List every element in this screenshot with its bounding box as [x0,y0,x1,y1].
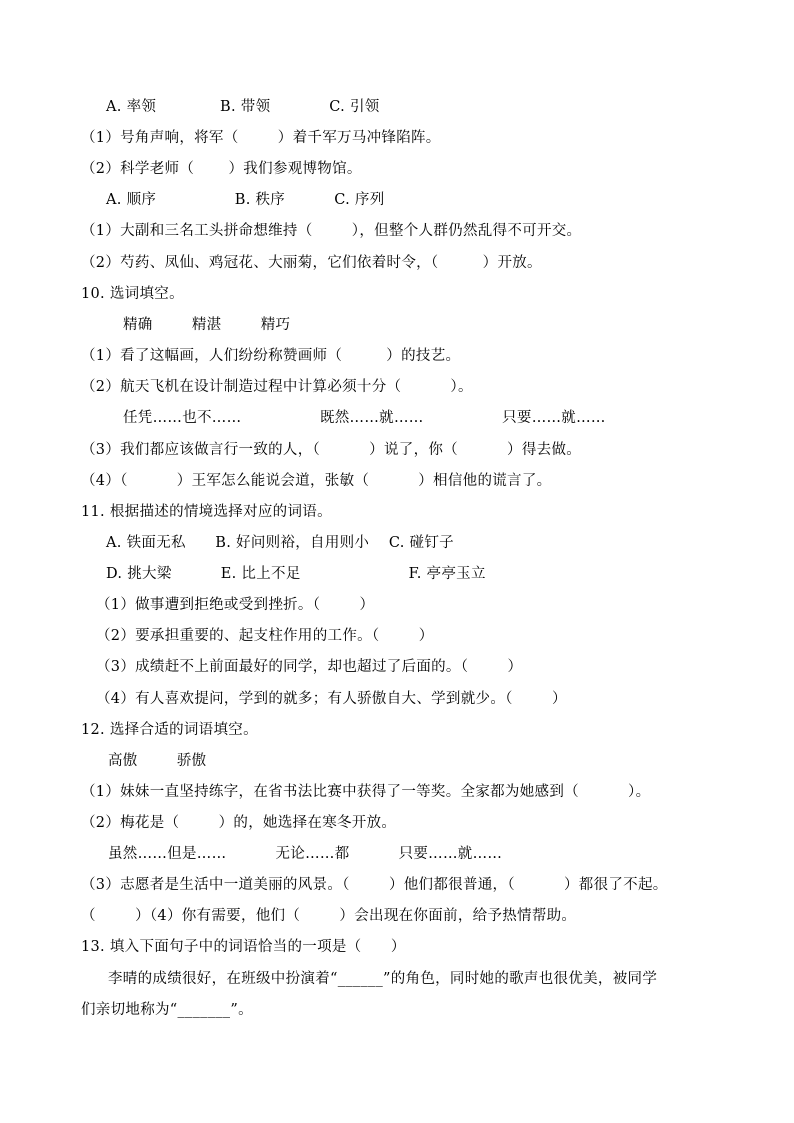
q11-item-4: （4）有人喜欢提问，学到的就多；有人骄傲自大、学到就少。（ ） [96,691,567,707]
q12a-item-1: （1）妹妹一直坚持练字，在省书法比赛中获得了一等奖。全家都为她感到（ ）。 [81,784,651,800]
q13-heading: 13. 填入下面句子中的词语恰当的一项是（ ） [81,939,406,955]
q11-heading: 11. 根据描述的情境选择对应的词语。 [81,504,332,520]
q13-passage-line-1: 李晴的成绩很好，在班级中扮演着“______”的角色，同时她的歌声也很优美，被同学 [108,971,658,987]
q13-passage-line-2: 们亲切地称为“_______”。 [81,1002,253,1018]
q10b-item-4: （4）（ ）王军怎么能说会道，张敏（ ）相信他的谎言了。 [81,473,552,489]
q9a-item-2: （2）科学老师（ ）我们参观博物馆。 [81,161,362,177]
q10b-word-bank: 任凭……也不…… 既然……就…… 只要……就…… [123,410,606,426]
q9b-options: A. 顺序 B. 秩序 C. 序列 [106,192,385,208]
q12-heading: 12. 选择合适的词语填空。 [81,722,258,738]
q12b-word-bank: 虽然……但是…… 无论……都 只要……就…… [108,846,503,862]
q10a-item-1: （1）看了这幅画，人们纷纷称赞画师（ ）的技艺。 [81,348,461,364]
q10a-word-bank: 精确 精湛 精巧 [123,317,291,333]
q11-options-row-2: D. 挑大梁 E. 比上不足 F. 亭亭玉立 [106,566,486,582]
q12b-item-3: （3）志愿者是生活中一道美丽的风景。（ ）他们都很普通，（ ）都很了不起。 [81,877,668,893]
q9b-item-1: （1）大副和三名工头拼命想维持（ ），但整个人群仍然乱得不可开交。 [81,223,582,239]
q11-item-3: （3）成绩赶不上前面最好的同学，却也超过了后面的。（ ） [96,659,523,675]
q12b-item-4: （ ）（4）你有需要，他们（ ）会出现在你面前，给予热情帮助。 [81,908,577,924]
q10a-item-2: （2）航天飞机在设计制造过程中计算必须十分（ ）。 [81,379,473,395]
q11-item-2: （2）要承担重要的、起支柱作用的工作。（ ） [96,628,434,644]
q12a-word-bank: 高傲 骄傲 [108,753,207,769]
q11-options-row-1: A. 铁面无私 B. 好问则裕，自用则小 C. 碰钉子 [106,535,454,551]
q12a-item-2: （2）梅花是（ ）的，她选择在寒冬开放。 [81,815,397,831]
q10-heading: 10. 选词填空。 [81,286,184,302]
q10b-item-3: （3）我们都应该做言行一致的人，（ ）说了，你（ ）得去做。 [81,442,582,458]
q11-item-1: （1）做事遭到拒绝或受到挫折。（ ） [96,597,375,613]
q9a-options: A. 率领 B. 带领 C. 引领 [106,99,380,115]
q9a-item-1: （1）号角声响，将军（ ）着千军万马冲锋陷阵。 [81,130,441,146]
q9b-item-2: （2）芍药、凤仙、鸡冠花、大丽菊，它们依着时令，（ ）开放。 [81,255,542,271]
